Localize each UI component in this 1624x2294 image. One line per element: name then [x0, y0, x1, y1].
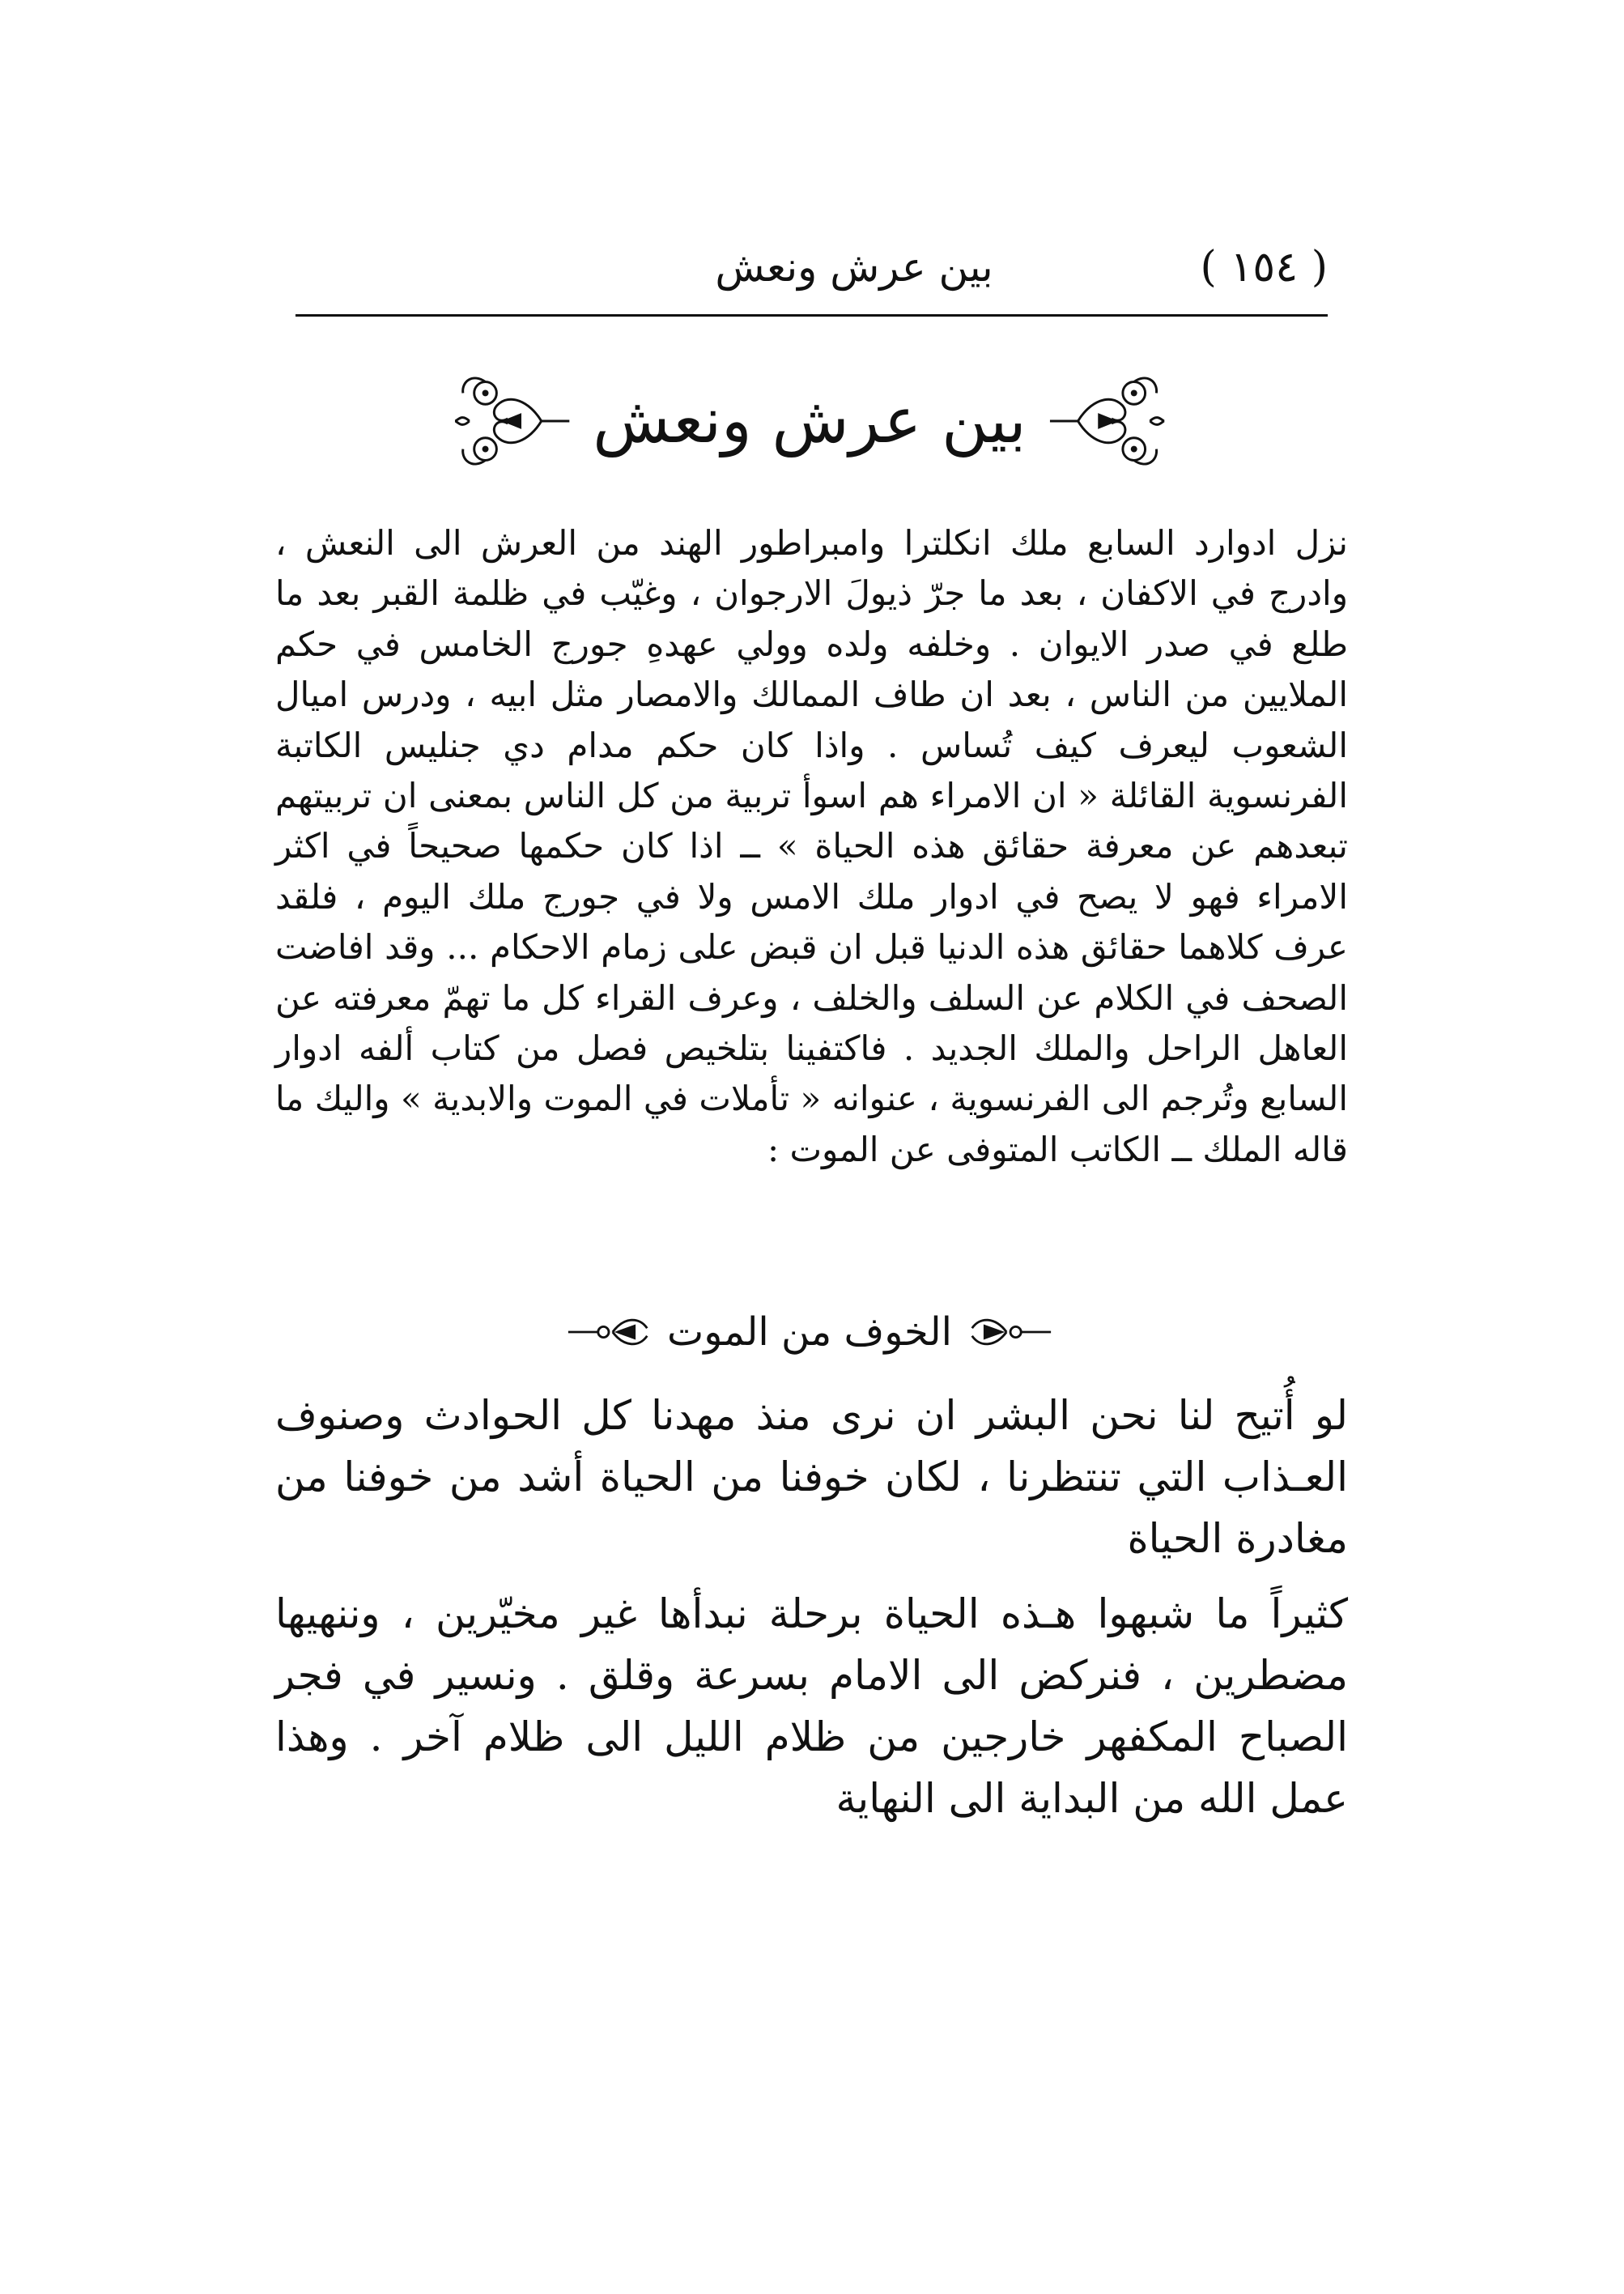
- small-flourish-icon: [968, 1312, 1052, 1352]
- section-heading-text: الخوف من الموت: [667, 1309, 952, 1355]
- body-paragraph: لو أُتيح لنا نحن البشر ان نرى منذ مهدنا كل الحوادث وصنوف العـذاب التي تنتظرنا ، لكان خوفنا من الحياة أشد من خوفنا من مغادرة الحياة: [275, 1392, 1348, 1562]
- intro-paragraph: نزل ادوارد السابع ملك انكلترا وامبراطور الهند من العرش الى النعش ، وادرج في الاكفان ، بعد ما جرّ ذيولَ الارجوان ، وغيّب في ظلمة القبر بعد ما طلع في صدر الايوان . وخلفه ولده وولي عهدهِ جورج الخامس في حكم الملايين من الناس ، بعد ان طاف الممالك والامصار مثل ابيه ، ودرس اميال الشعوب ليعرف كيف تُساس . واذا كان حكم مدام دي جنليس الكاتبة الفرنسوية القائلة « ان الامراء هم اسوأ تربية من كل الناس بمعنى ان تربيتهم تبعدهم عن معرفة حقائق هذه الحياة » ــ اذا كان حكمها صحيحاً في اكثر الامراء فهو لا يصح في ادوار ملك الامس ولا في جورج ملك اليوم ، فلقد عرف كلاهما حقائق هذه الدنيا قبل ان قبض على زمام الاحكام ... وقد افاضت الصحف في الكلام عن السلف والخلف ، وعرف القراء كل ما تهمّ معرفته عن العاهل الراحل والملك الجديد . فاكتفينا بتلخيص فصل من كتاب ألفه ادوار السابع وتُرجم الى الفرنسوية ، عنوانه « تأملات في الموت والابدية » واليك ما قاله الملك ــ الكاتب المتوفى عن الموت :: [275, 523, 1348, 1169]
- running-title: بين عرش ونعش: [715, 244, 993, 291]
- small-flourish-icon: [567, 1312, 651, 1352]
- floral-ornament-icon: [1046, 368, 1166, 474]
- section-heading: [567, 1296, 1052, 1368]
- body-paragraph: كثيراً ما شبهوا هـذه الحياة برحلة نبدأها غير مخيّرين ، وننهيها مضطرين ، فنركض الى الامام بسرعة وقلق . ونسير في فجر الصباح المكفهر خارجين من ظلام الليل الى ظلام آخر . وهذا عمل الله من البداية الى النهاية: [275, 1590, 1348, 1822]
- chapter-title: [453, 356, 1166, 486]
- floral-ornament-icon: [453, 368, 573, 474]
- page-number: ( ١٥٤ ): [1200, 243, 1328, 292]
- chapter-title-text: بين عرش ونعش: [593, 385, 1027, 458]
- header-rule: [295, 314, 1328, 317]
- running-header: [295, 231, 1328, 304]
